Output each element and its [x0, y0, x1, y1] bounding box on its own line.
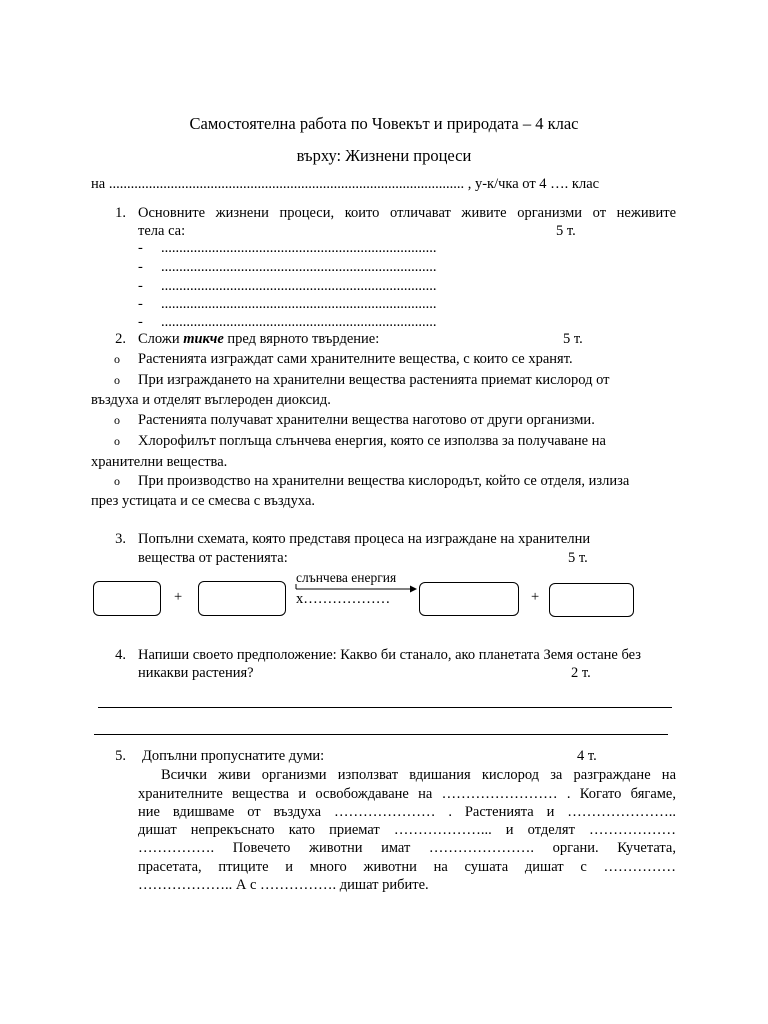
- answer-blank[interactable]: ............................................................................: [161, 296, 437, 312]
- statement-text: При производство на хранителни вещества кислородът, който се отделя, излиза: [138, 473, 630, 489]
- answer-blank[interactable]: ............................................................................: [161, 259, 437, 275]
- arrow-label: слънчева енергия: [296, 570, 397, 585]
- points-label: 5 т.: [568, 550, 588, 566]
- checkbox-bullet[interactable]: o: [114, 434, 120, 448]
- question-text: Напиши своето предположение: Какво би станало, ако планетата Земя остане без: [138, 647, 641, 663]
- statement-text: Растенията изграждат сами хранителните вещества, с които се хранят.: [138, 351, 573, 367]
- dash-bullet: -: [138, 278, 143, 294]
- points-label: 5 т.: [556, 223, 576, 239]
- answer-line[interactable]: [94, 734, 668, 735]
- scheme-box-4[interactable]: [549, 583, 634, 617]
- plus-sign: +: [531, 589, 540, 605]
- paragraph-line: дишат непрекъснато като приемат ………………... и отделят ………………: [138, 822, 676, 838]
- page-title: Самостоятелна работа по Човекът и природата – 4 клас: [189, 114, 579, 133]
- checkbox-bullet[interactable]: o: [114, 474, 120, 488]
- statement-text: При изграждането на хранителни вещества растенията приемат кислород от: [138, 372, 610, 388]
- paragraph-line: Всички живи организми използват вдишания кислород за разграждане на: [161, 767, 676, 783]
- statement-text: въздуха и отделят въглероден диоксид.: [91, 392, 331, 408]
- points-label: 2 т.: [571, 665, 591, 681]
- dash-bullet: -: [138, 259, 143, 275]
- points-label: 5 т.: [563, 331, 583, 347]
- question-number: 4.: [115, 647, 126, 663]
- paragraph-line: хранителните вещества и освобождаване на …………………… . Когато бягаме,: [138, 786, 676, 802]
- dash-bullet: -: [138, 296, 143, 312]
- answer-blank[interactable]: ............................................................................: [161, 314, 437, 330]
- blank-x[interactable]: х………………: [296, 591, 391, 607]
- checkbox-bullet[interactable]: o: [114, 352, 120, 366]
- plus-sign: +: [174, 589, 183, 605]
- checkbox-bullet[interactable]: o: [114, 373, 120, 387]
- page-subtitle: върху: Жизнени процеси: [296, 146, 472, 165]
- paragraph-line: ние вдишваме от въздуха ………………… . Растенията и …………………..: [138, 804, 676, 820]
- student-name-line: на .................................................................................................. , у-к/чка от 4 …. клас: [91, 176, 600, 192]
- paragraph-line: ……………….. А с ……………. дишат рибите.: [138, 877, 429, 893]
- question-text: тела са:: [138, 223, 186, 239]
- points-label: 4 т.: [577, 748, 597, 764]
- question-text: [138, 329, 379, 349]
- statement-text: Хлорофилът поглъща слънчева енергия, която се използва за получаване на: [138, 433, 606, 449]
- question-number: 1.: [115, 205, 126, 221]
- statement-text: хранителни вещества.: [91, 454, 228, 470]
- question-number: 3.: [115, 531, 126, 547]
- instruction-text: Сложи: [138, 331, 184, 347]
- scheme-box-2[interactable]: [198, 581, 286, 616]
- scheme-box-3[interactable]: [419, 582, 519, 616]
- paragraph-line: прасетата, птиците и много животни на сушата дишат с ……………: [138, 859, 676, 875]
- scheme-box-1[interactable]: [93, 581, 161, 616]
- question-text: Допълни пропуснатите думи:: [142, 748, 325, 764]
- statement-text: Растенията получават хранителни вещества наготово от други организми.: [138, 412, 595, 428]
- question-number: 5.: [115, 748, 126, 764]
- answer-line[interactable]: [98, 707, 672, 708]
- question-text: никакви растения?: [138, 665, 254, 681]
- question-text: Попълни схемата, която представя процеса на изграждане на хранителни: [138, 531, 591, 547]
- emphasized-word: тикче: [183, 331, 224, 347]
- instruction-text: пред вярното твърдение:: [223, 331, 380, 347]
- dash-bullet: -: [138, 240, 143, 256]
- question-text: Основните жизнени процеси, които отличават живите организми от неживите: [138, 205, 676, 221]
- paragraph-line: ……………. Повечето животни имат …………………. органи. Кучетата,: [138, 840, 676, 856]
- checkbox-bullet[interactable]: o: [114, 413, 120, 427]
- answer-blank[interactable]: ............................................................................: [161, 278, 437, 294]
- answer-blank[interactable]: ............................................................................: [161, 240, 437, 256]
- question-number: 2.: [115, 331, 126, 347]
- dash-bullet: -: [138, 314, 143, 330]
- statement-text: през устицата и се смесва с въздуха.: [91, 493, 316, 509]
- question-text: вещества от растенията:: [138, 550, 288, 566]
